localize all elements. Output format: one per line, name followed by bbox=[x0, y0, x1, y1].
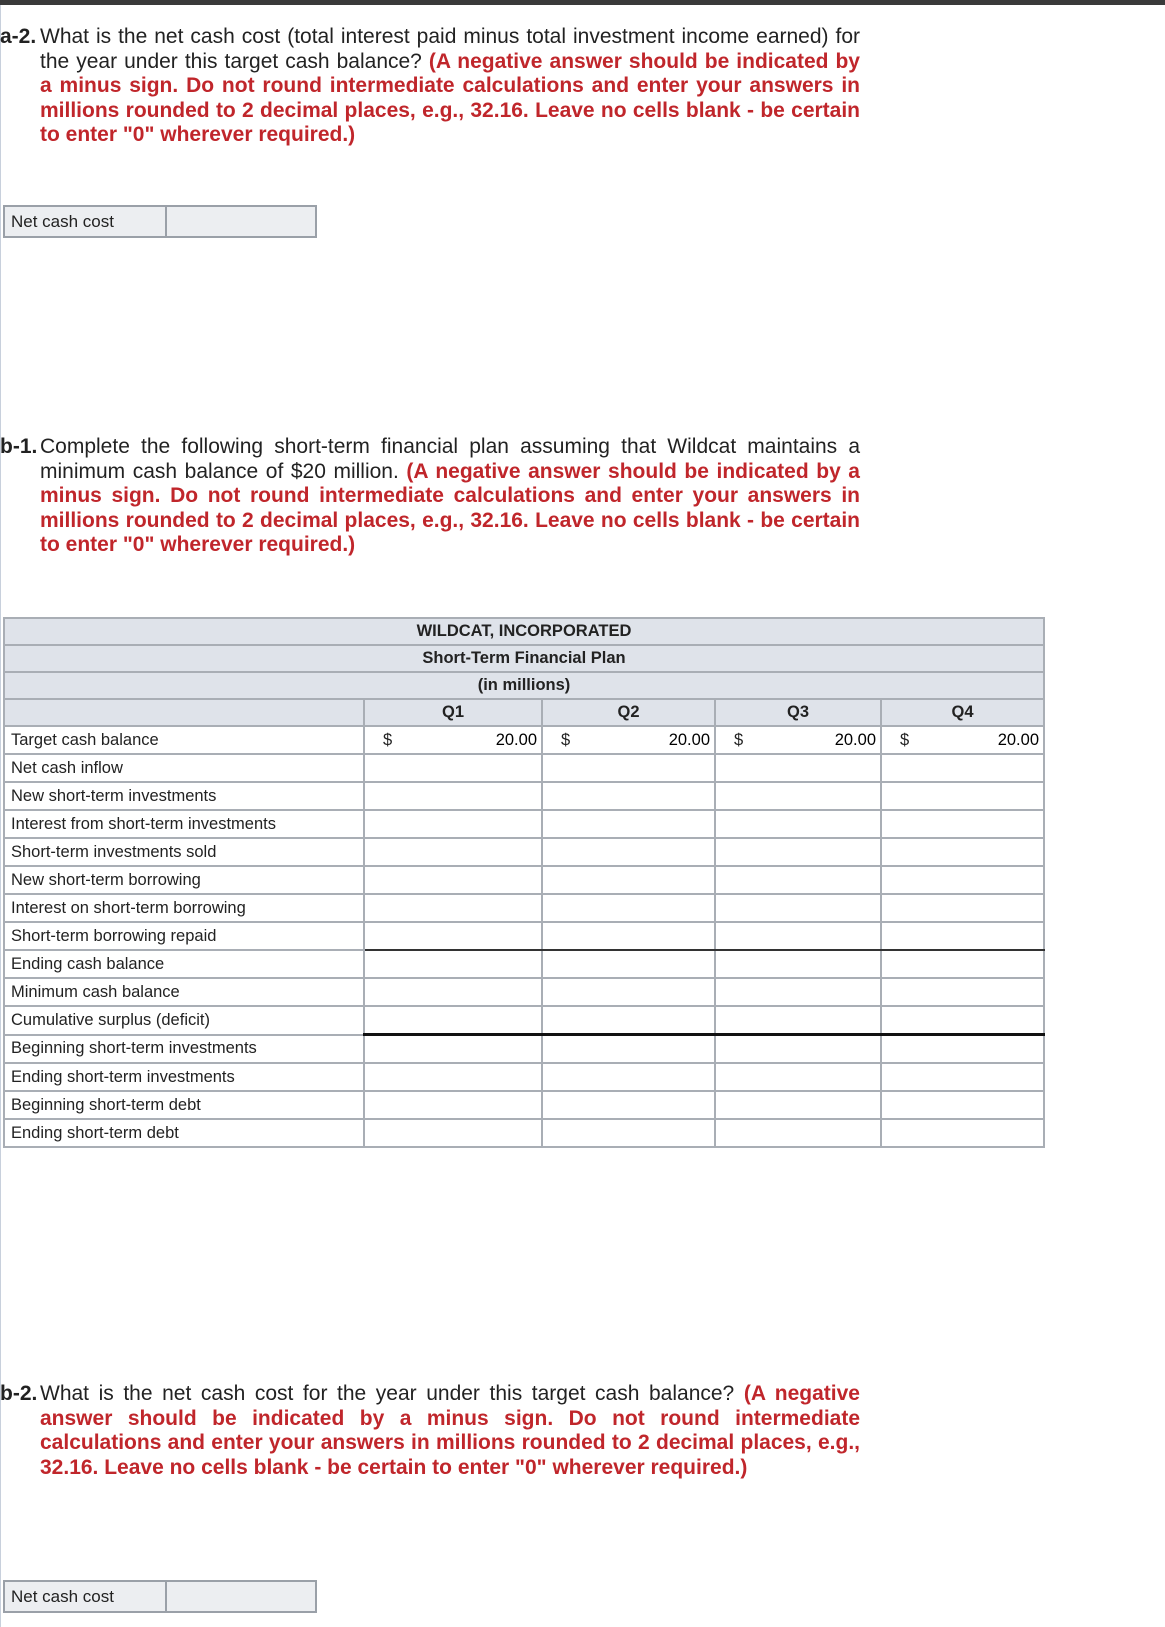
plan-input-q4[interactable] bbox=[882, 783, 1043, 809]
plan-cell bbox=[881, 922, 1044, 950]
table-row bbox=[4, 782, 1044, 810]
plan-cell bbox=[542, 810, 715, 838]
plan-cell bbox=[542, 1006, 715, 1035]
plan-input-q4[interactable] bbox=[882, 1120, 1043, 1146]
table-row bbox=[4, 1035, 1044, 1064]
answer-b2-input[interactable] bbox=[167, 1582, 315, 1611]
question-b1-instructions: (A negative answer should be indicated by a minus sign. Do not round intermediate calculations and enter your answers in millions rounded to 2 decimal places, e.g., 32.16. Leave no cells blank - be certain to enter "0" wherever required.) bbox=[40, 459, 860, 556]
plan-cell bbox=[542, 894, 715, 922]
plan-cell bbox=[364, 1119, 542, 1147]
plan-input-q1[interactable] bbox=[365, 839, 541, 865]
plan-cell bbox=[364, 754, 542, 782]
table-row bbox=[4, 894, 1044, 922]
plan-input-q2[interactable] bbox=[543, 755, 714, 781]
row-label: Ending short-term investments bbox=[4, 1063, 364, 1091]
row-label: Beginning short-term investments bbox=[4, 1035, 364, 1064]
answer-a2-input[interactable] bbox=[167, 207, 315, 236]
plan-cell bbox=[715, 782, 881, 810]
plan-input-q1[interactable] bbox=[365, 1064, 541, 1090]
plan-cell bbox=[364, 782, 542, 810]
top-bar bbox=[0, 0, 1165, 5]
row-label: Minimum cash balance bbox=[4, 978, 364, 1006]
plan-input-q2[interactable] bbox=[543, 1064, 714, 1090]
plan-input-q3[interactable] bbox=[716, 979, 880, 1005]
row-label: Short-term borrowing repaid bbox=[4, 922, 364, 950]
row-label: Ending short-term debt bbox=[4, 1119, 364, 1147]
row-label: Target cash balance bbox=[4, 726, 364, 754]
financial-plan-table bbox=[3, 617, 1045, 1148]
plan-input-q1[interactable] bbox=[365, 951, 541, 977]
plan-cell bbox=[881, 838, 1044, 866]
table-row bbox=[4, 754, 1044, 782]
plan-cell bbox=[715, 1119, 881, 1147]
plan-input-q3[interactable] bbox=[716, 867, 880, 893]
row-label: Cumulative surplus (deficit) bbox=[4, 1006, 364, 1035]
plan-input-q2[interactable] bbox=[543, 1092, 714, 1118]
plan-input-q2[interactable] bbox=[543, 1036, 714, 1062]
answer-b2 bbox=[3, 1580, 317, 1613]
plan-input-q3[interactable] bbox=[716, 1092, 880, 1118]
plan-cell bbox=[364, 922, 542, 950]
table-row bbox=[4, 950, 1044, 978]
question-b1 bbox=[0, 435, 860, 558]
currency-symbol: $ bbox=[900, 731, 910, 749]
plan-input-q1[interactable] bbox=[365, 895, 541, 921]
plan-input-q4[interactable] bbox=[882, 951, 1043, 977]
plan-input-q3[interactable] bbox=[716, 895, 880, 921]
plan-cell bbox=[364, 1006, 542, 1035]
plan-cell bbox=[715, 894, 881, 922]
plan-input-q4[interactable] bbox=[882, 895, 1043, 921]
plan-input-q1[interactable] bbox=[365, 1120, 541, 1146]
plan-cell bbox=[715, 1006, 881, 1035]
plan-units: (in millions) bbox=[4, 672, 1044, 699]
corner-cell bbox=[4, 699, 364, 726]
plan-cell bbox=[715, 754, 881, 782]
plan-input-q2[interactable] bbox=[543, 979, 714, 1005]
quarter-header: Q4 bbox=[881, 699, 1044, 726]
question-b2 bbox=[0, 1382, 860, 1480]
row-label: New short-term borrowing bbox=[4, 866, 364, 894]
answer-a2-label: Net cash cost bbox=[5, 207, 167, 236]
plan-cell bbox=[715, 1063, 881, 1091]
plan-cell bbox=[542, 1091, 715, 1119]
plan-input-q2[interactable] bbox=[543, 811, 714, 837]
plan-cell bbox=[542, 922, 715, 950]
question-b2-number: b-2. bbox=[0, 1382, 38, 1405]
plan-cell bbox=[542, 838, 715, 866]
plan-input-q3[interactable] bbox=[716, 951, 880, 977]
plan-input-q4[interactable] bbox=[882, 1036, 1043, 1062]
row-label: Net cash inflow bbox=[4, 754, 364, 782]
plan-cell bbox=[364, 1091, 542, 1119]
plan-input-q3[interactable] bbox=[716, 1064, 880, 1090]
table-row bbox=[4, 1006, 1044, 1035]
table-row bbox=[4, 1119, 1044, 1147]
plan-input-q3[interactable] bbox=[716, 783, 880, 809]
table-row bbox=[4, 810, 1044, 838]
plan-input-q2[interactable] bbox=[543, 1007, 714, 1033]
plan-cell bbox=[715, 810, 881, 838]
plan-cell bbox=[881, 1091, 1044, 1119]
plan-cell bbox=[881, 1063, 1044, 1091]
plan-cell bbox=[364, 894, 542, 922]
plan-input-q4[interactable] bbox=[882, 811, 1043, 837]
plan-cell bbox=[364, 978, 542, 1006]
plan-input-q4[interactable] bbox=[882, 923, 1043, 949]
plan-cell bbox=[881, 894, 1044, 922]
plan-cell bbox=[542, 782, 715, 810]
quarter-header: Q2 bbox=[542, 699, 715, 726]
question-a2 bbox=[0, 25, 860, 148]
currency-symbol: $ bbox=[561, 731, 571, 749]
table-row bbox=[4, 1063, 1044, 1091]
plan-cell bbox=[715, 838, 881, 866]
plan-input-q2[interactable] bbox=[543, 923, 714, 949]
plan-input-q3[interactable] bbox=[716, 839, 880, 865]
question-b2-text: What is the net cash cost for the year under this target cash balance? bbox=[40, 1382, 735, 1405]
plan-input-q2[interactable] bbox=[543, 1120, 714, 1146]
plan-cell bbox=[881, 810, 1044, 838]
table-row bbox=[4, 922, 1044, 950]
row-label: New short-term investments bbox=[4, 782, 364, 810]
quarter-header: Q3 bbox=[715, 699, 881, 726]
question-a2-instructions: (A negative answer should be indicated by a minus sign. Do not round intermediate calculations and enter your answers in millions rounded to 2 decimal places, e.g., 32.16. Leave no cells blank - be certain to enter "0" wherever required.) bbox=[40, 49, 860, 146]
plan-cell bbox=[881, 978, 1044, 1006]
plan-input-q1[interactable] bbox=[365, 755, 541, 781]
currency-symbol: $ bbox=[734, 731, 744, 749]
plan-input-q1[interactable] bbox=[365, 783, 541, 809]
row-label: Beginning short-term debt bbox=[4, 1091, 364, 1119]
question-a2-text: What is the net cash cost (total interest paid minus total investment income earned) for the year under this target cash balance? bbox=[40, 25, 860, 73]
plan-cell bbox=[881, 1119, 1044, 1147]
plan-cell bbox=[364, 1035, 542, 1064]
plan-input-q3[interactable] bbox=[716, 923, 880, 949]
plan-cell bbox=[542, 950, 715, 978]
plan-cell bbox=[364, 1063, 542, 1091]
plan-input-q3[interactable] bbox=[716, 1007, 880, 1033]
row-label: Interest from short-term investments bbox=[4, 810, 364, 838]
plan-cell bbox=[881, 866, 1044, 894]
plan-cell bbox=[715, 922, 881, 950]
plan-cell bbox=[715, 1035, 881, 1064]
plan-company: WILDCAT, INCORPORATED bbox=[4, 618, 1044, 645]
table-row bbox=[4, 838, 1044, 866]
plan-cell bbox=[881, 950, 1044, 978]
plan-input-q2[interactable] bbox=[543, 839, 714, 865]
plan-cell bbox=[715, 1091, 881, 1119]
plan-input-q4[interactable] bbox=[882, 839, 1043, 865]
row-label: Interest on short-term borrowing bbox=[4, 894, 364, 922]
plan-title: Short-Term Financial Plan bbox=[4, 645, 1044, 672]
question-b1-text: Complete the following short-term financial plan assuming that Wildcat maintains a minimum cash balance of $20 million. bbox=[40, 435, 860, 483]
table-row bbox=[4, 866, 1044, 894]
plan-cell bbox=[542, 1063, 715, 1091]
plan-input-q1[interactable] bbox=[365, 1036, 541, 1062]
plan-input-q3[interactable] bbox=[716, 755, 880, 781]
table-row bbox=[4, 726, 1044, 754]
plan-input-q1[interactable] bbox=[365, 923, 541, 949]
plan-input-q4[interactable] bbox=[882, 867, 1043, 893]
plan-cell bbox=[715, 978, 881, 1006]
table-row bbox=[4, 1091, 1044, 1119]
table-row bbox=[4, 978, 1044, 1006]
plan-input-q4[interactable] bbox=[882, 755, 1043, 781]
row-label: Ending cash balance bbox=[4, 950, 364, 978]
plan-input-q2[interactable] bbox=[543, 783, 714, 809]
plan-cell bbox=[364, 866, 542, 894]
answer-a2 bbox=[3, 205, 317, 238]
plan-input-q4[interactable] bbox=[882, 1064, 1043, 1090]
plan-cell bbox=[542, 1119, 715, 1147]
plan-input-q1[interactable] bbox=[365, 1092, 541, 1118]
plan-input-q3[interactable] bbox=[716, 1036, 880, 1062]
plan-input-q4[interactable] bbox=[882, 1092, 1043, 1118]
plan-cell bbox=[715, 866, 881, 894]
plan-input-q2[interactable] bbox=[543, 867, 714, 893]
question-a2-number: a-2. bbox=[0, 25, 37, 48]
plan-cell bbox=[542, 978, 715, 1006]
currency-symbol: $ bbox=[383, 731, 393, 749]
plan-input-q1[interactable] bbox=[365, 979, 541, 1005]
plan-cell bbox=[542, 866, 715, 894]
plan-cell bbox=[364, 838, 542, 866]
plan-cell bbox=[364, 810, 542, 838]
plan-cell bbox=[881, 782, 1044, 810]
plan-input-q1[interactable] bbox=[365, 811, 541, 837]
quarter-header: Q1 bbox=[364, 699, 542, 726]
plan-input-q3[interactable] bbox=[716, 811, 880, 837]
plan-input-q2[interactable] bbox=[543, 951, 714, 977]
plan-input-q3[interactable] bbox=[716, 1120, 880, 1146]
plan-cell bbox=[715, 950, 881, 978]
plan-cell bbox=[542, 1035, 715, 1064]
plan-input-q1[interactable] bbox=[365, 867, 541, 893]
answer-b2-label: Net cash cost bbox=[5, 1582, 167, 1611]
plan-input-q2[interactable] bbox=[543, 895, 714, 921]
plan-cell bbox=[881, 754, 1044, 782]
plan-cell bbox=[881, 1006, 1044, 1035]
row-label: Short-term investments sold bbox=[4, 838, 364, 866]
question-b2-instructions: (A negative answer should be indicated by a minus sign. Do not round intermediate calculations and enter your answers in millions rounded to 2 decimal places, e.g., 32.16. Leave no cells blank - be certain to enter "0" wherever required.) bbox=[40, 1382, 860, 1479]
plan-cell bbox=[542, 754, 715, 782]
question-b1-number: b-1. bbox=[0, 435, 38, 458]
plan-cell bbox=[881, 1035, 1044, 1064]
plan-input-q4[interactable] bbox=[882, 1007, 1043, 1033]
plan-input-q1[interactable] bbox=[365, 1007, 541, 1033]
plan-cell bbox=[364, 950, 542, 978]
plan-input-q4[interactable] bbox=[882, 979, 1043, 1005]
